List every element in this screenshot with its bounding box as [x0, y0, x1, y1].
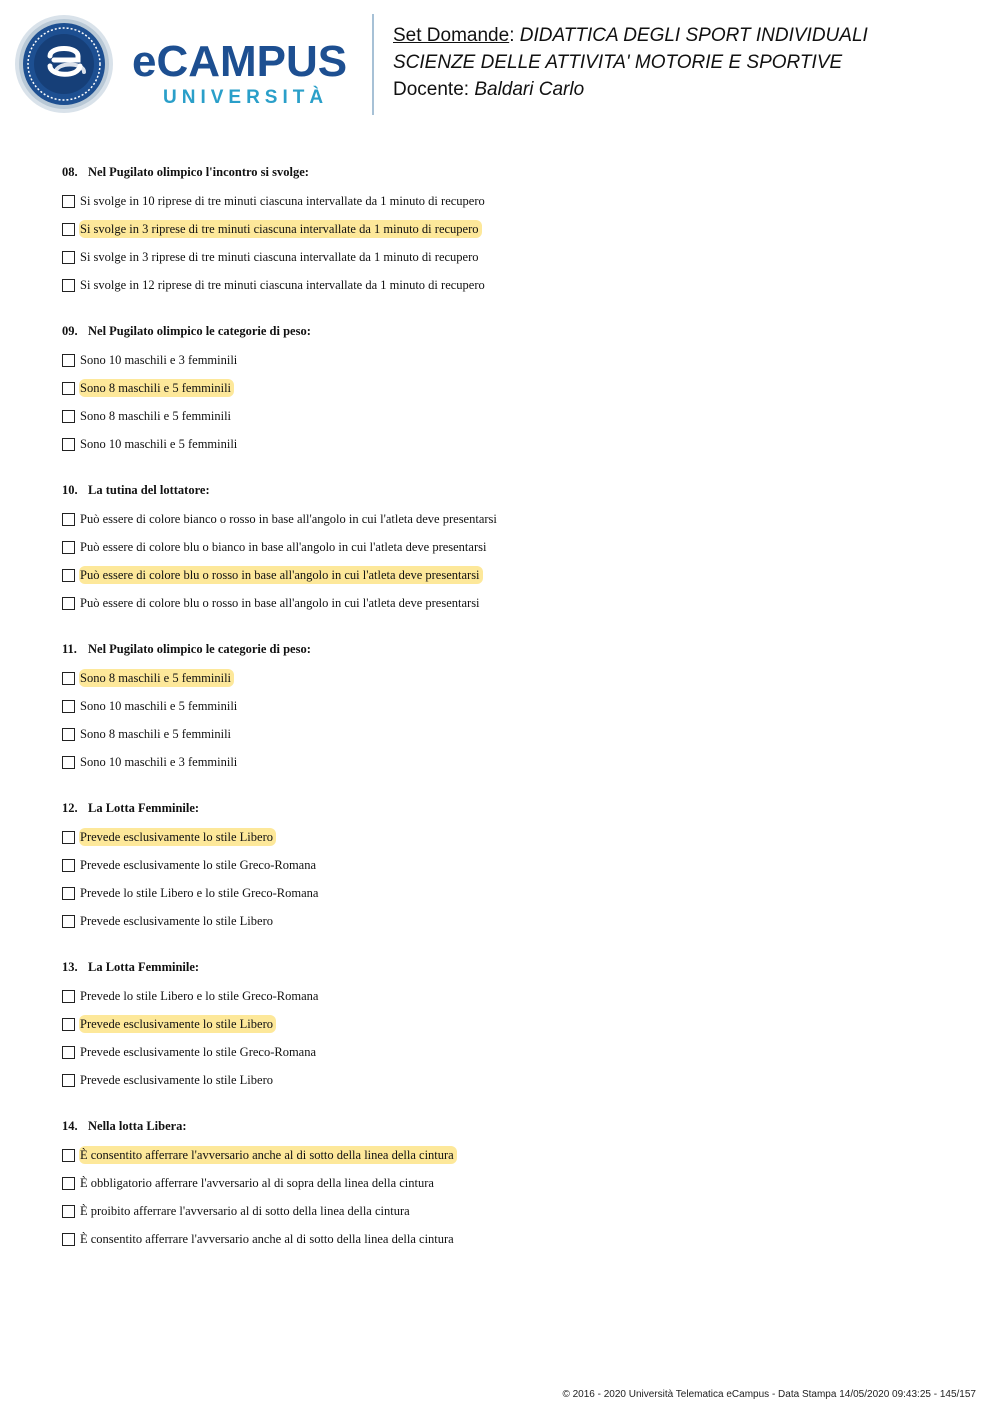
answer-text: Prevede lo stile Libero e lo stile Greco-Romana [80, 989, 319, 1003]
answer-option[interactable] [62, 1038, 962, 1066]
answer-checkbox[interactable] [62, 279, 75, 292]
answer-checkbox[interactable] [62, 915, 75, 928]
answer-option[interactable] [62, 505, 962, 533]
answer-checkbox[interactable] [62, 887, 75, 900]
answer-checkbox[interactable] [62, 354, 75, 367]
question-block [62, 1116, 962, 1253]
answer-text: Si svolge in 3 riprese di tre minuti ciascuna intervallate da 1 minuto di recupero [80, 250, 479, 264]
answer-checkbox[interactable] [62, 195, 75, 208]
answer-text-correct: Sono 8 maschili e 5 femminili [79, 669, 234, 687]
answer-text: Sono 10 maschili e 3 femminili [80, 353, 238, 367]
answer-checkbox[interactable] [62, 859, 75, 872]
answer-checkbox[interactable] [62, 223, 75, 236]
question-block [62, 957, 962, 1094]
course-title: DIDATTICA DEGLI SPORT INDIVIDUALI [519, 25, 868, 46]
question-text: La Lotta Femminile: [88, 801, 200, 815]
answer-option[interactable] [62, 243, 962, 271]
teacher-name: Baldari Carlo [474, 79, 585, 100]
answer-text-correct: È consentito afferrare l'avversario anche al di sotto della linea della cintura [79, 1146, 457, 1164]
answer-checkbox[interactable] [62, 438, 75, 451]
answer-checkbox[interactable] [62, 1233, 75, 1246]
answer-option[interactable] [62, 589, 962, 617]
answer-checkbox[interactable] [62, 700, 75, 713]
question-number: 08. [62, 165, 78, 179]
answer-text: Può essere di colore blu o rosso in base all'angolo in cui l'atleta deve presentarsi [80, 596, 480, 610]
answer-option[interactable] [62, 851, 962, 879]
answer-checkbox[interactable] [62, 1046, 75, 1059]
answer-checkbox[interactable] [62, 756, 75, 769]
answer-option[interactable] [62, 1169, 962, 1197]
question-title [62, 162, 962, 182]
answer-checkbox[interactable] [62, 382, 75, 395]
question-title [62, 1116, 962, 1136]
answer-checkbox[interactable] [62, 728, 75, 741]
answer-checkbox[interactable] [62, 1018, 75, 1031]
answer-option[interactable] [62, 907, 962, 935]
question-title [62, 480, 962, 500]
answer-checkbox[interactable] [62, 597, 75, 610]
answer-option[interactable] [62, 187, 962, 215]
answer-text: Sono 10 maschili e 5 femminili [80, 699, 238, 713]
question-text: La Lotta Femminile: [88, 960, 200, 974]
question-text: Nel Pugilato olimpico le categorie di peso: [88, 324, 311, 338]
answer-checkbox[interactable] [62, 990, 75, 1003]
header-divider [372, 14, 374, 115]
header-info: Set Domande: DIDATTICA DEGLI SPORT INDIVIDUALI SCIENZE DELLE ATTIVITA' MOTORIE E SPORTIVE Docente: Baldari Carlo [393, 25, 868, 100]
question-number: 14. [62, 1119, 78, 1133]
answer-option[interactable] [62, 720, 962, 748]
question-number: 12. [62, 801, 78, 815]
answer-option[interactable] [62, 346, 962, 374]
answer-option[interactable] [62, 561, 962, 589]
answer-option[interactable] [62, 664, 962, 692]
answer-checkbox[interactable] [62, 569, 75, 582]
answer-text: Sono 10 maschili e 5 femminili [80, 437, 238, 451]
answer-text: Prevede esclusivamente lo stile Greco-Romana [80, 858, 317, 872]
answer-text: Sono 10 maschili e 3 femminili [80, 755, 238, 769]
logo-subtitle: UNIVERSITÀ [163, 87, 329, 108]
answer-text-correct: Può essere di colore blu o rosso in base all'angolo in cui l'atleta deve presentarsi [79, 566, 483, 584]
answer-option[interactable] [62, 1141, 962, 1169]
answer-text: Sono 8 maschili e 5 femminili [80, 727, 232, 741]
question-title [62, 798, 962, 818]
question-text: Nel Pugilato olimpico le categorie di peso: [88, 642, 311, 656]
answer-option[interactable] [62, 402, 962, 430]
answer-option[interactable] [62, 748, 962, 776]
question-text: La tutina del lottatore: [88, 483, 210, 497]
answer-text: Prevede esclusivamente lo stile Libero [80, 1073, 273, 1087]
answer-text: Può essere di colore bianco o rosso in base all'angolo in cui l'atleta deve presentarsi [80, 512, 497, 526]
answer-option[interactable] [62, 879, 962, 907]
set-label: Set Domande [393, 25, 510, 46]
question-title [62, 321, 962, 341]
question-text: Nella lotta Libera: [88, 1119, 187, 1133]
answer-text: È consentito afferrare l'avversario anche al di sotto della linea della cintura [80, 1232, 454, 1246]
question-block [62, 798, 962, 935]
page-footer: © 2016 - 2020 Università Telematica eCampus - Data Stampa 14/05/2020 09:43:25 - 145/157 [562, 1389, 976, 1400]
ecampus-logo-icon [14, 14, 114, 114]
answer-option[interactable] [62, 533, 962, 561]
answer-checkbox[interactable] [62, 541, 75, 554]
question-number: 11. [62, 642, 77, 656]
answer-option[interactable] [62, 692, 962, 720]
answer-option[interactable] [62, 271, 962, 299]
answer-checkbox[interactable] [62, 672, 75, 685]
answer-option[interactable] [62, 1066, 962, 1094]
answer-checkbox[interactable] [62, 410, 75, 423]
teacher-label: Docente: [393, 79, 470, 100]
answer-option[interactable] [62, 374, 962, 402]
answer-checkbox[interactable] [62, 1205, 75, 1218]
answer-text-correct: Sono 8 maschili e 5 femminili [79, 379, 234, 397]
question-block [62, 639, 962, 776]
answer-text: Sono 8 maschili e 5 femminili [80, 409, 232, 423]
answer-option[interactable] [62, 1197, 962, 1225]
answer-checkbox[interactable] [62, 251, 75, 264]
question-block [62, 321, 962, 458]
answer-text-correct: Prevede esclusivamente lo stile Libero [79, 828, 276, 846]
question-title [62, 639, 962, 659]
question-number: 09. [62, 324, 78, 338]
answer-text-correct: Prevede esclusivamente lo stile Libero [79, 1015, 276, 1033]
question-title [62, 957, 962, 977]
answer-checkbox[interactable] [62, 1177, 75, 1190]
answer-text: È proibito afferrare l'avversario al di sotto della linea della cintura [80, 1204, 410, 1218]
answer-text: È obbligatorio afferrare l'avversario al di sopra della linea della cintura [80, 1176, 434, 1190]
answer-option[interactable] [62, 823, 962, 851]
question-number: 13. [62, 960, 78, 974]
logo-brand-text: eCAMPUS [132, 37, 348, 86]
answer-text: Prevede lo stile Libero e lo stile Greco-Romana [80, 886, 319, 900]
question-text: Nel Pugilato olimpico l'incontro si svolge: [88, 165, 309, 179]
answer-option[interactable] [62, 215, 962, 243]
answer-option[interactable] [62, 982, 962, 1010]
question-block [62, 162, 962, 299]
answer-text: Si svolge in 10 riprese di tre minuti ciascuna intervallate da 1 minuto di recupero [80, 194, 485, 208]
answer-option[interactable] [62, 1010, 962, 1038]
answer-checkbox[interactable] [62, 831, 75, 844]
answer-text: Prevede esclusivamente lo stile Greco-Romana [80, 1045, 317, 1059]
answer-option[interactable] [62, 1225, 962, 1253]
page-header [0, 0, 1000, 130]
answer-checkbox[interactable] [62, 513, 75, 526]
answer-checkbox[interactable] [62, 1074, 75, 1087]
answer-text-correct: Si svolge in 3 riprese di tre minuti ciascuna intervallate da 1 minuto di recupero [79, 220, 482, 238]
answer-text: Prevede esclusivamente lo stile Libero [80, 914, 273, 928]
course-degree: SCIENZE DELLE ATTIVITA' MOTORIE E SPORTIVE [393, 52, 843, 73]
answer-checkbox[interactable] [62, 1149, 75, 1162]
question-list [62, 162, 962, 1275]
question-block [62, 480, 962, 617]
question-number: 10. [62, 483, 78, 497]
answer-text: Si svolge in 12 riprese di tre minuti ciascuna intervallate da 1 minuto di recupero [80, 278, 485, 292]
answer-option[interactable] [62, 430, 962, 458]
answer-text: Può essere di colore blu o bianco in base all'angolo in cui l'atleta deve presentarsi [80, 540, 487, 554]
